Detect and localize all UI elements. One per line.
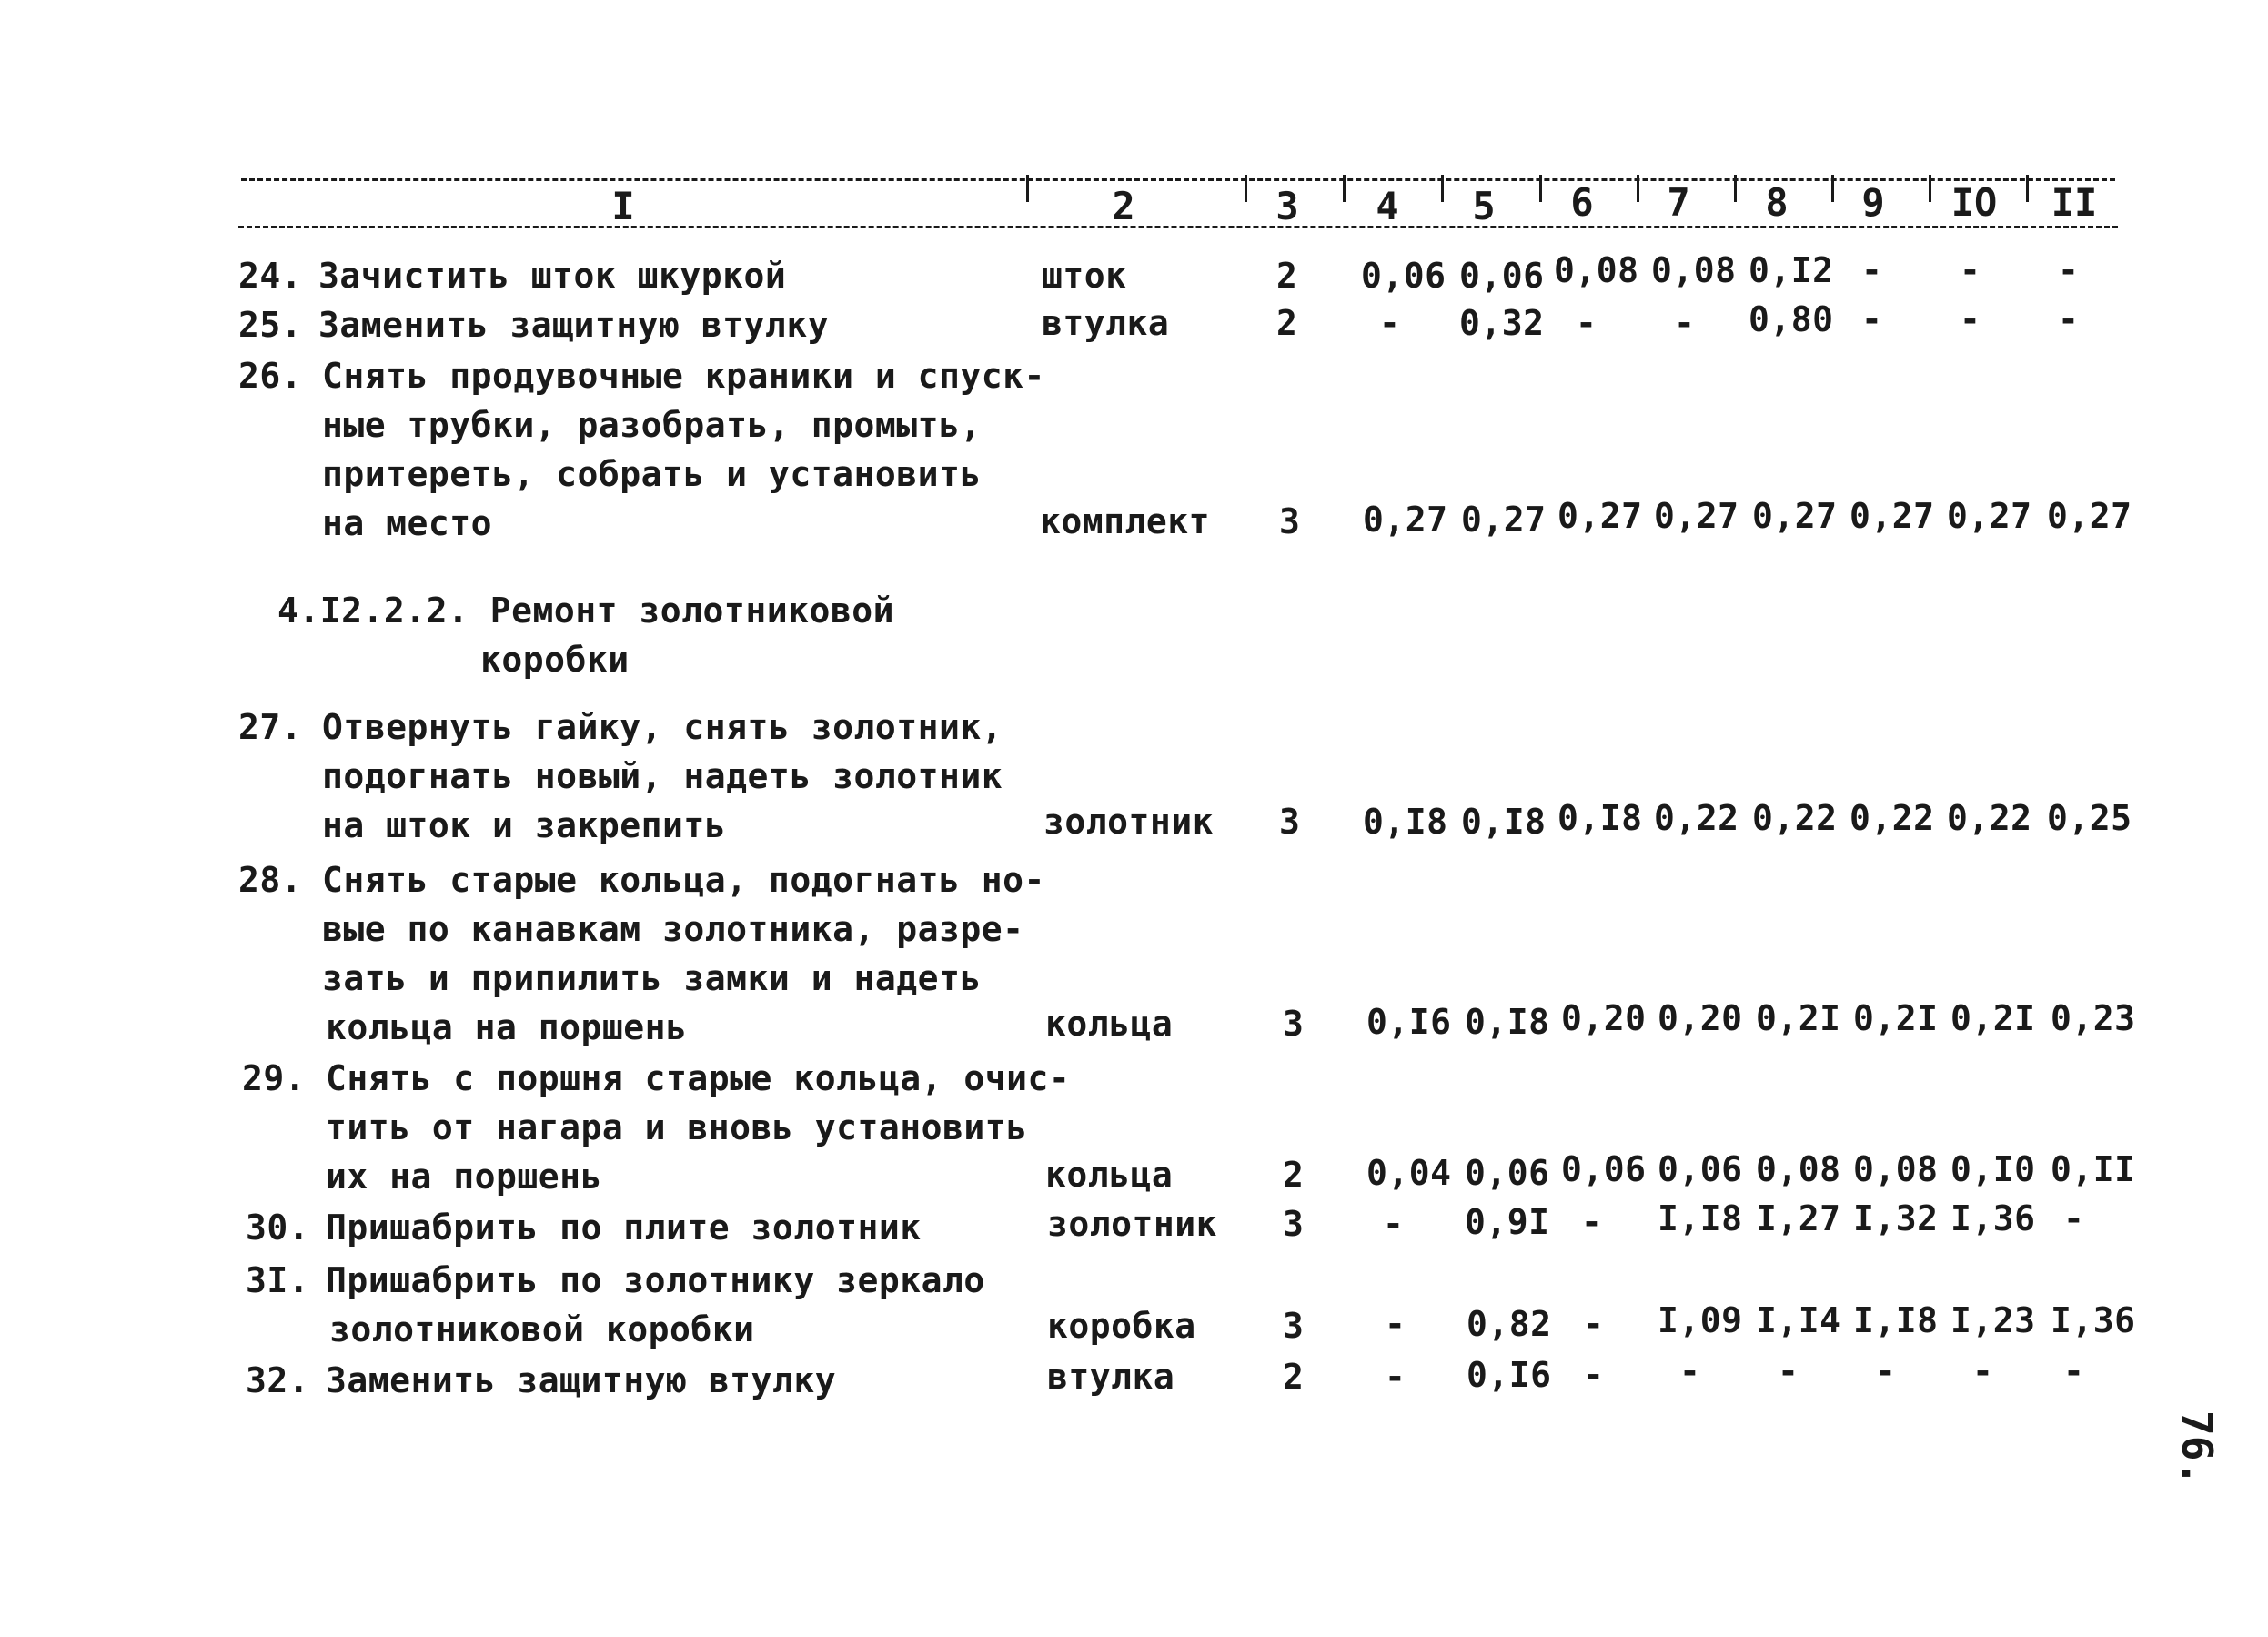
row-value: 0,22 [1752, 798, 1838, 838]
row-value: - [1861, 299, 1883, 339]
row-description-line: Зачистить шток шкуркой [318, 256, 787, 296]
header-top-rule [241, 178, 2115, 181]
row-value: 0,I8 [1363, 802, 1448, 842]
row-unit: шток [1042, 256, 1127, 296]
header-col-5: 5 [1472, 184, 1496, 228]
row-description-line: Снять продувочные краники и спуск- [322, 356, 1045, 396]
row-value: 0,22 [1850, 798, 1935, 838]
row-value: 0,06 [1561, 1149, 1647, 1189]
header-separator [1831, 175, 1834, 202]
row-description-line: подогнать новый, надеть золотник [322, 756, 1003, 796]
header-col-6: 6 [1570, 180, 1594, 225]
row-value: 0,27 [1461, 500, 1547, 540]
row-value: - [1583, 1304, 1605, 1344]
row-category: 2 [1276, 303, 1298, 343]
row-value: 0,06 [1465, 1153, 1550, 1193]
header-col-9: 9 [1861, 180, 1885, 225]
row-value: I,09 [1658, 1300, 1743, 1340]
row-value: 0,04 [1366, 1153, 1452, 1193]
row-value: 0,23 [2051, 998, 2136, 1038]
row-value: 0,27 [1947, 496, 2032, 536]
row-value: 0,I6 [1467, 1355, 1552, 1395]
row-value: 0,I8 [1557, 798, 1643, 838]
row-unit: втулка [1047, 1357, 1175, 1397]
header-col-11: II [2051, 180, 2098, 225]
row-description-line: Пришабрить по плите золотник [326, 1208, 922, 1248]
header-col-7: 7 [1667, 180, 1690, 225]
row-description-line: ные трубки, разобрать, промыть, [322, 405, 982, 445]
row-number: 24. [238, 256, 303, 296]
row-value: 0,2I [1756, 998, 1841, 1038]
row-value: I,36 [2051, 1300, 2136, 1340]
row-value: - [2058, 250, 2080, 290]
row-category: 2 [1283, 1155, 1305, 1195]
row-value: I,I8 [1658, 1198, 1743, 1238]
row-number: 25. [238, 305, 303, 345]
header-separator [1637, 175, 1639, 202]
row-value: 0,08 [1651, 250, 1737, 290]
row-value: - [2058, 299, 2080, 339]
row-description-line: вые по канавкам золотника, разре- [322, 909, 1024, 949]
row-description-line: Отвернуть гайку, снять золотник, [322, 707, 1003, 747]
row-value: 0,80 [1749, 299, 1834, 339]
header-separator [1929, 175, 1931, 202]
row-description-line: Снять с поршня старые кольца, очис- [326, 1058, 1071, 1098]
header-separator [1734, 175, 1737, 202]
header-col-10: IO [1950, 180, 1998, 225]
row-value: - [1581, 1202, 1603, 1242]
row-category: 3 [1283, 1204, 1305, 1244]
row-value: 0,06 [1658, 1149, 1743, 1189]
row-category: 2 [1276, 256, 1298, 296]
row-unit: кольца [1045, 1155, 1174, 1195]
row-value: 0,20 [1561, 998, 1647, 1038]
row-description-line: Пришабрить по золотнику зеркало [326, 1260, 985, 1300]
row-value: - [1960, 299, 1981, 339]
row-number: 3I. [246, 1260, 310, 1300]
row-value: - [1861, 250, 1883, 290]
row-value: 0,82 [1467, 1304, 1552, 1344]
row-description-line: притереть, собрать и установить [322, 454, 982, 494]
row-value: 0,22 [1947, 798, 2032, 838]
row-value: 0,08 [1853, 1149, 1939, 1189]
row-number: 30. [246, 1208, 310, 1248]
row-number: 29. [242, 1058, 307, 1098]
row-unit: золотник [1043, 802, 1215, 842]
header-separator [1539, 175, 1542, 202]
row-value: 0,27 [1557, 496, 1643, 536]
row-unit: золотник [1047, 1204, 1218, 1244]
row-value: I,23 [1950, 1300, 2036, 1340]
row-value: 0,9I [1465, 1202, 1550, 1242]
row-value: 0,2I [1853, 998, 1939, 1038]
row-value: 0,08 [1756, 1149, 1841, 1189]
header-col-3: 3 [1275, 184, 1299, 228]
header-separator [1026, 175, 1029, 202]
row-value: 0,I0 [1950, 1149, 2036, 1189]
row-number: 28. [238, 860, 303, 900]
row-value: - [1385, 1357, 1406, 1397]
row-unit: втулка [1042, 303, 1170, 343]
row-value: - [1583, 1355, 1605, 1395]
row-value: 0,27 [2047, 496, 2132, 536]
row-value: - [1383, 1204, 1405, 1244]
row-category: 3 [1279, 802, 1301, 842]
row-description-line: Заменить защитную втулку [318, 305, 830, 345]
row-value: - [2063, 1351, 2085, 1391]
row-value: - [1972, 1351, 1994, 1391]
row-description-line: кольца на поршень [326, 1007, 688, 1047]
row-value: 0,I8 [1465, 1002, 1550, 1042]
header-separator [1343, 175, 1346, 202]
row-description-line: зать и припилить замки и надеть [322, 958, 982, 998]
row-category: 3 [1279, 501, 1301, 541]
row-value: - [1875, 1351, 1897, 1391]
row-number: 27. [238, 707, 303, 747]
row-value: I,I4 [1756, 1300, 1841, 1340]
row-value: 0,20 [1658, 998, 1743, 1038]
row-value: 0,I6 [1366, 1002, 1452, 1042]
row-unit: кольца [1045, 1004, 1174, 1044]
header-separator [2026, 175, 2029, 202]
row-category: 3 [1283, 1004, 1305, 1044]
row-value: I,27 [1756, 1198, 1841, 1238]
row-value: - [1679, 1351, 1701, 1391]
row-description-line: Снять старые кольца, подогнать но- [322, 860, 1045, 900]
row-category: 3 [1283, 1306, 1305, 1346]
header-col-8: 8 [1765, 180, 1789, 225]
header-bottom-rule [238, 226, 2118, 228]
page-number: 76. [2172, 1410, 2222, 1487]
row-number: 32. [246, 1360, 310, 1400]
row-value: - [2063, 1198, 2085, 1238]
row-value: - [1674, 303, 1696, 343]
row-value: I,32 [1853, 1198, 1939, 1238]
header-col-1: I [611, 184, 635, 228]
header-separator [1441, 175, 1444, 202]
row-value: 0,25 [2047, 798, 2132, 838]
row-value: 0,08 [1554, 250, 1639, 290]
row-value: - [1576, 303, 1598, 343]
header-separator [1245, 175, 1247, 202]
row-description-line: Заменить защитную втулку [326, 1360, 837, 1400]
row-value: - [1385, 1304, 1406, 1344]
header-col-2: 2 [1112, 184, 1135, 228]
row-value: 0,27 [1850, 496, 1935, 536]
row-value: I,I8 [1853, 1300, 1939, 1340]
row-value: - [1379, 303, 1401, 343]
row-description-line: тить от нагара и вновь установить [326, 1107, 1028, 1147]
row-value: - [1778, 1351, 1799, 1391]
row-value: 0,06 [1361, 256, 1446, 296]
row-value: 0,22 [1654, 798, 1739, 838]
row-value: 0,27 [1752, 496, 1838, 536]
header-col-4: 4 [1376, 184, 1399, 228]
row-value: I,36 [1950, 1198, 2036, 1238]
row-value: - [1960, 250, 1981, 290]
row-description-line: их на поршень [326, 1157, 602, 1197]
row-value: 0,I2 [1749, 250, 1834, 290]
row-value: 0,32 [1459, 303, 1545, 343]
row-category: 2 [1283, 1357, 1305, 1397]
row-value: 0,2I [1950, 998, 2036, 1038]
section-heading-continuation: коробки [480, 640, 630, 680]
section-heading: 4.I2.2.2. Ремонт золотниковой [277, 591, 894, 631]
row-description-line: золотниковой коробки [329, 1309, 755, 1349]
row-number: 26. [238, 356, 303, 396]
row-value: 0,I8 [1461, 802, 1547, 842]
row-value: 0,27 [1363, 500, 1448, 540]
row-unit: комплект [1040, 501, 1211, 541]
row-value: 0,06 [1459, 256, 1545, 296]
row-value: 0,27 [1654, 496, 1739, 536]
row-description-line: на место [322, 503, 493, 543]
row-value: 0,II [2051, 1149, 2136, 1189]
row-unit: коробка [1047, 1306, 1196, 1346]
row-description-line: на шток и закрепить [322, 805, 727, 845]
